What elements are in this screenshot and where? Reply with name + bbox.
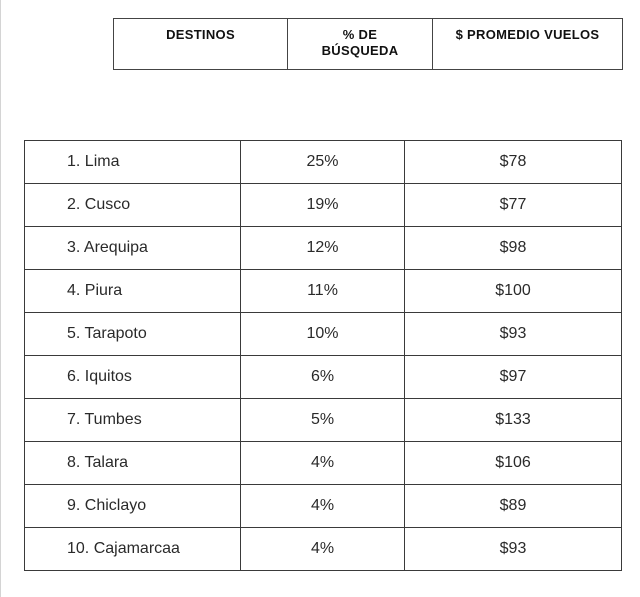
promedio-cell: $97 (405, 356, 622, 399)
header-promedio-label: $ PROMEDIO VUELOS (455, 27, 600, 42)
table-row (25, 399, 622, 442)
destino-cell: 7. Tumbes (25, 399, 241, 442)
header-promedio (433, 19, 623, 70)
header-destinos-label: DESTINOS (166, 27, 235, 42)
destinations-table (24, 140, 622, 571)
busqueda-cell: 10% (241, 313, 405, 356)
promedio-cell: $93 (405, 528, 622, 571)
table-row (25, 227, 622, 270)
destino-cell: 2. Cusco (25, 184, 241, 227)
destino-cell: 4. Piura (25, 270, 241, 313)
table-row (25, 485, 622, 528)
header-row (114, 19, 623, 70)
busqueda-cell: 5% (241, 399, 405, 442)
destino-cell: 5. Tarapoto (25, 313, 241, 356)
promedio-cell: $89 (405, 485, 622, 528)
busqueda-cell: 25% (241, 141, 405, 184)
table-row (25, 356, 622, 399)
busqueda-cell: 12% (241, 227, 405, 270)
table-row (25, 141, 622, 184)
destino-cell: 8. Talara (25, 442, 241, 485)
destino-cell: 6. Iquitos (25, 356, 241, 399)
promedio-cell: $93 (405, 313, 622, 356)
table-row (25, 528, 622, 571)
promedio-cell: $78 (405, 141, 622, 184)
busqueda-cell: 6% (241, 356, 405, 399)
busqueda-cell: 4% (241, 528, 405, 571)
destino-cell: 10. Cajamarcaa (25, 528, 241, 571)
header-table (113, 18, 623, 70)
page-left-border (0, 0, 1, 597)
busqueda-cell: 19% (241, 184, 405, 227)
header-busqueda-label-line2: BÚSQUEDA (321, 43, 399, 58)
table-row (25, 313, 622, 356)
promedio-cell: $100 (405, 270, 622, 313)
table-row (25, 442, 622, 485)
promedio-cell: $133 (405, 399, 622, 442)
destino-cell: 3. Arequipa (25, 227, 241, 270)
destino-cell: 9. Chiclayo (25, 485, 241, 528)
header-busqueda (288, 19, 433, 70)
busqueda-cell: 4% (241, 442, 405, 485)
busqueda-cell: 11% (241, 270, 405, 313)
destino-cell: 1. Lima (25, 141, 241, 184)
header-destinos (114, 19, 288, 70)
promedio-cell: $77 (405, 184, 622, 227)
promedio-cell: $106 (405, 442, 622, 485)
header-busqueda-label-line1: % DE (342, 27, 378, 42)
promedio-cell: $98 (405, 227, 622, 270)
table-row (25, 184, 622, 227)
busqueda-cell: 4% (241, 485, 405, 528)
table-row (25, 270, 622, 313)
